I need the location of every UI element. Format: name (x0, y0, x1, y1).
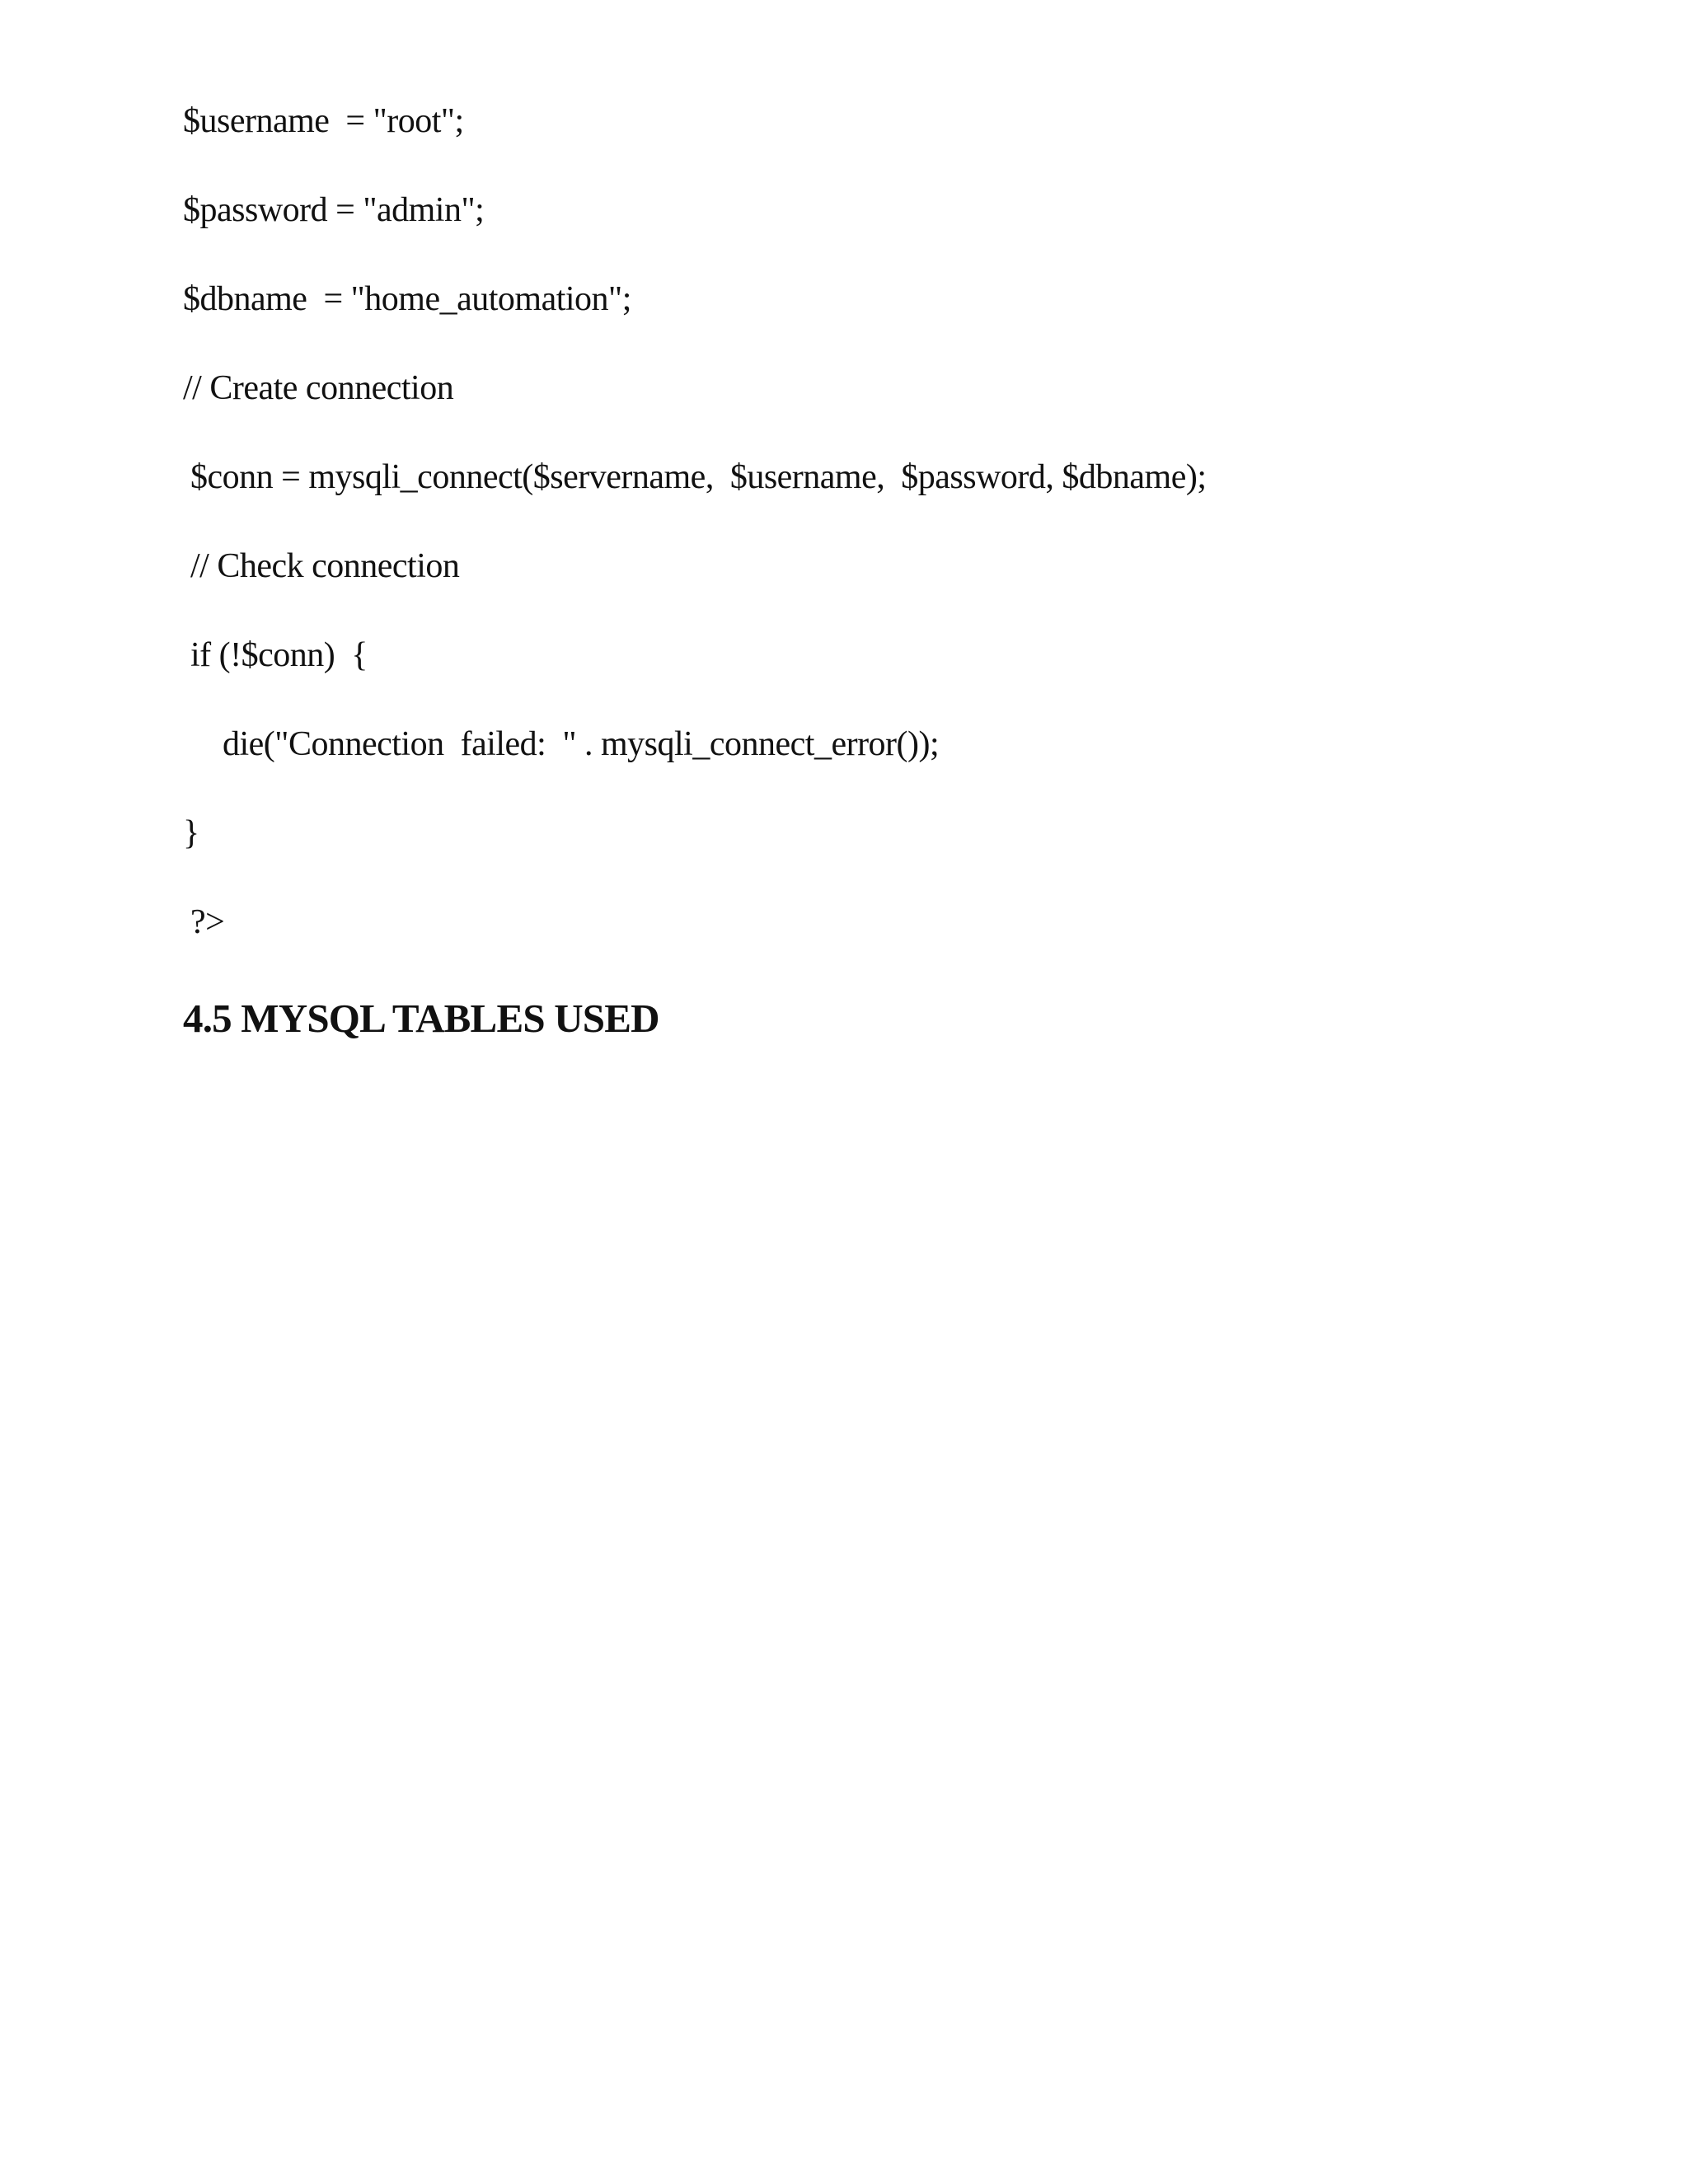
section-heading: 4.5 MYSQL TABLES USED (183, 996, 659, 1041)
code-line-connect: $conn = mysqli_connect($servername, $username, $password, $dbname); (190, 458, 1207, 496)
code-comment-create-connection: // Create connection (183, 369, 454, 407)
code-line-password: $password = "admin"; (183, 191, 485, 229)
code-line-username: $username = "root"; (183, 102, 464, 140)
code-line-die: die("Connection failed: " . mysqli_connect_error()); (223, 725, 940, 763)
code-line-if-conn: if (!$conn) { (190, 636, 368, 674)
code-line-dbname: $dbname = "home_automation"; (183, 280, 631, 318)
code-line-closing-brace: } (183, 814, 199, 852)
code-line-php-close-tag: ?> (190, 903, 225, 941)
code-comment-check-connection: // Check connection (190, 547, 460, 585)
